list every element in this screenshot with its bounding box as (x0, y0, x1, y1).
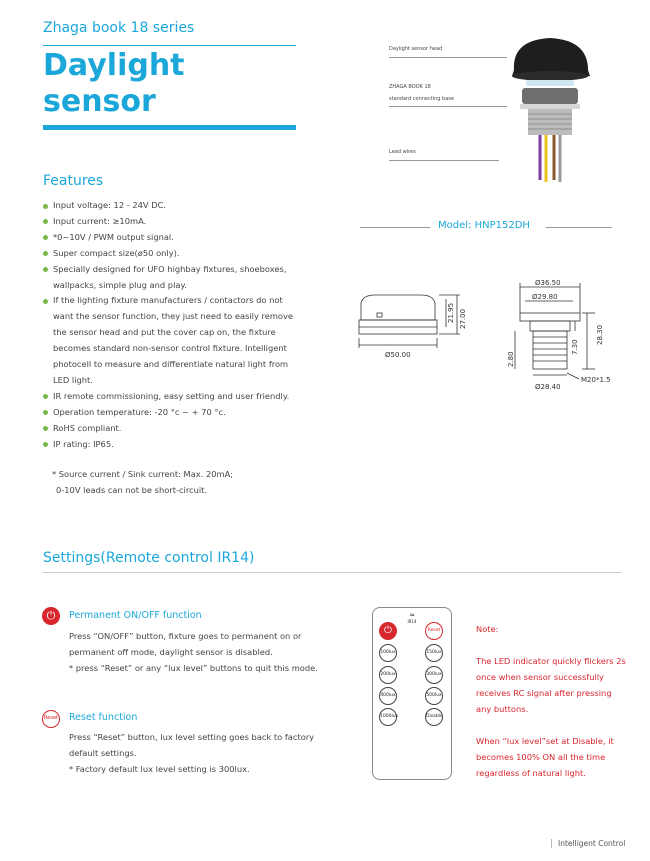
onoff-title: Permanent ON/OFF function (69, 610, 202, 621)
header-divider (43, 45, 296, 46)
feature-item: If the lighting fixture manufacturers / contactors do not want the sensor function, they just need to easily remove the sensor head and put the cover cap on, the fixture becomes standard non-sensor control fixture. Intelligent photocell to measure and differentiate natural light from LED light. (43, 293, 303, 388)
disable-button[interactable]: Disable (425, 708, 443, 726)
feature-item: Input current: ≥10mA. (43, 214, 303, 230)
feature-item: RoHS compliant. (43, 421, 303, 437)
dim-d2840: Ø28.40 (535, 383, 561, 391)
onoff-button[interactable]: ⏻ (379, 622, 397, 640)
product-photo (500, 30, 610, 190)
feature-item: Specially designed for UFO highbay fixtures, shoeboxes, wallpacks, simple plug and play. (43, 262, 303, 294)
model-rule-left (360, 227, 430, 228)
feature-item: *0~10V / PWM output signal. (43, 230, 303, 246)
dim-h280: 2.80 (507, 351, 515, 367)
callout-sensor-head: Daylight sensor head (389, 46, 443, 52)
lux-1000-button[interactable]: 1000lux (379, 708, 397, 726)
title-line-2: sensor (43, 84, 156, 119)
callout-base-1: ZHAGA BOOK 18 (389, 84, 431, 90)
feature-item: Operation temperature: -20 °c ~ + 70 °c. (43, 405, 303, 421)
remote-control (372, 607, 452, 780)
dim-h2195: 21.95 (447, 302, 455, 323)
feature-item: IP rating: IP65. (43, 437, 303, 453)
note-paragraph-2: When “lux level”set at Disable, it becomes 100% ON all the time regardless of natural light. (476, 736, 614, 778)
lux-300-button[interactable]: 300lux (425, 666, 443, 684)
electrical-note (52, 466, 233, 498)
feature-item: Super compact size(ø50 only). (43, 246, 303, 262)
electrical-note-line-2: 0-10V leads can not be short-circuit. (56, 485, 208, 495)
page-title (43, 48, 185, 120)
feature-item: IR remote commissioning, easy setting and user friendly. (43, 389, 303, 405)
settings-heading: Settings(Remote control IR14) (43, 550, 255, 566)
reset-line-2: default settings. (69, 748, 137, 758)
note-title: Note: (476, 624, 499, 634)
power-icon: ⏻ (42, 607, 60, 625)
dim-h730: 7.30 (571, 339, 579, 355)
note-paragraph-1: The LED indicator quickly flickers 2s once when sensor successfully receives RC signal after pressing any buttons. (476, 656, 626, 714)
onoff-line-1: Press “ON/OFF” button, fixture goes to permanent on or (69, 631, 302, 641)
onoff-line-3: * press “Reset” or any “lux level” buttons to quit this mode. (69, 663, 318, 673)
reset-description (69, 729, 329, 777)
onoff-line-2: permanent off mode, daylight sensor is disabled. (69, 647, 273, 657)
lux-100-button[interactable]: 100lux (379, 644, 397, 662)
onoff-description (69, 628, 329, 676)
note-panel (476, 621, 626, 781)
lux-500-button[interactable]: 500lux (425, 687, 443, 705)
electrical-note-line-1: * Source current / Sink current: Max. 20mA; (52, 469, 234, 479)
series-label: Zhaga book 18 series (43, 20, 195, 36)
dim-d2980: Ø29.80 (532, 293, 558, 301)
reset-icon: Reset (42, 710, 60, 728)
dim-h27: 27.00 (459, 308, 467, 329)
callout-line (389, 57, 507, 58)
remote-model: IR14 (407, 619, 417, 624)
reset-title: Reset function (69, 712, 138, 723)
lux-400-button[interactable]: 400lux (379, 687, 397, 705)
ir-icon: ≈ (409, 611, 415, 619)
features-heading: Features (43, 173, 104, 189)
model-rule-right (546, 227, 612, 228)
callout-line (389, 106, 507, 107)
reset-button[interactable]: Reset (425, 622, 443, 640)
features-list (43, 198, 303, 453)
dim-d50: Ø50.00 (385, 351, 411, 359)
callout-wires: Lead wires (389, 149, 416, 155)
reset-line-3: * Factory default lux level setting is 300lux. (69, 764, 250, 774)
feature-item: Input voltage: 12 - 24V DC. (43, 198, 303, 214)
callout-base-2: standard connecting base (389, 96, 454, 102)
dim-h2830: 28.30 (596, 324, 604, 345)
settings-divider (43, 572, 621, 573)
footer-label: Intelligent Control (551, 839, 625, 848)
title-underline (43, 125, 296, 130)
dim-thread: M20*1.5 (581, 376, 611, 384)
callout-line (389, 160, 499, 161)
dim-d3650: Ø36.50 (535, 279, 561, 287)
lux-200-button[interactable]: 200lux (379, 666, 397, 684)
reset-line-1: Press “Reset” button, lux level setting goes back to factory (69, 732, 315, 742)
title-line-1: Daylight (43, 48, 185, 83)
lux-150-button[interactable]: 150lux (425, 644, 443, 662)
dimension-drawing (355, 275, 645, 400)
model-label: Model: HNP152DH (438, 220, 530, 231)
